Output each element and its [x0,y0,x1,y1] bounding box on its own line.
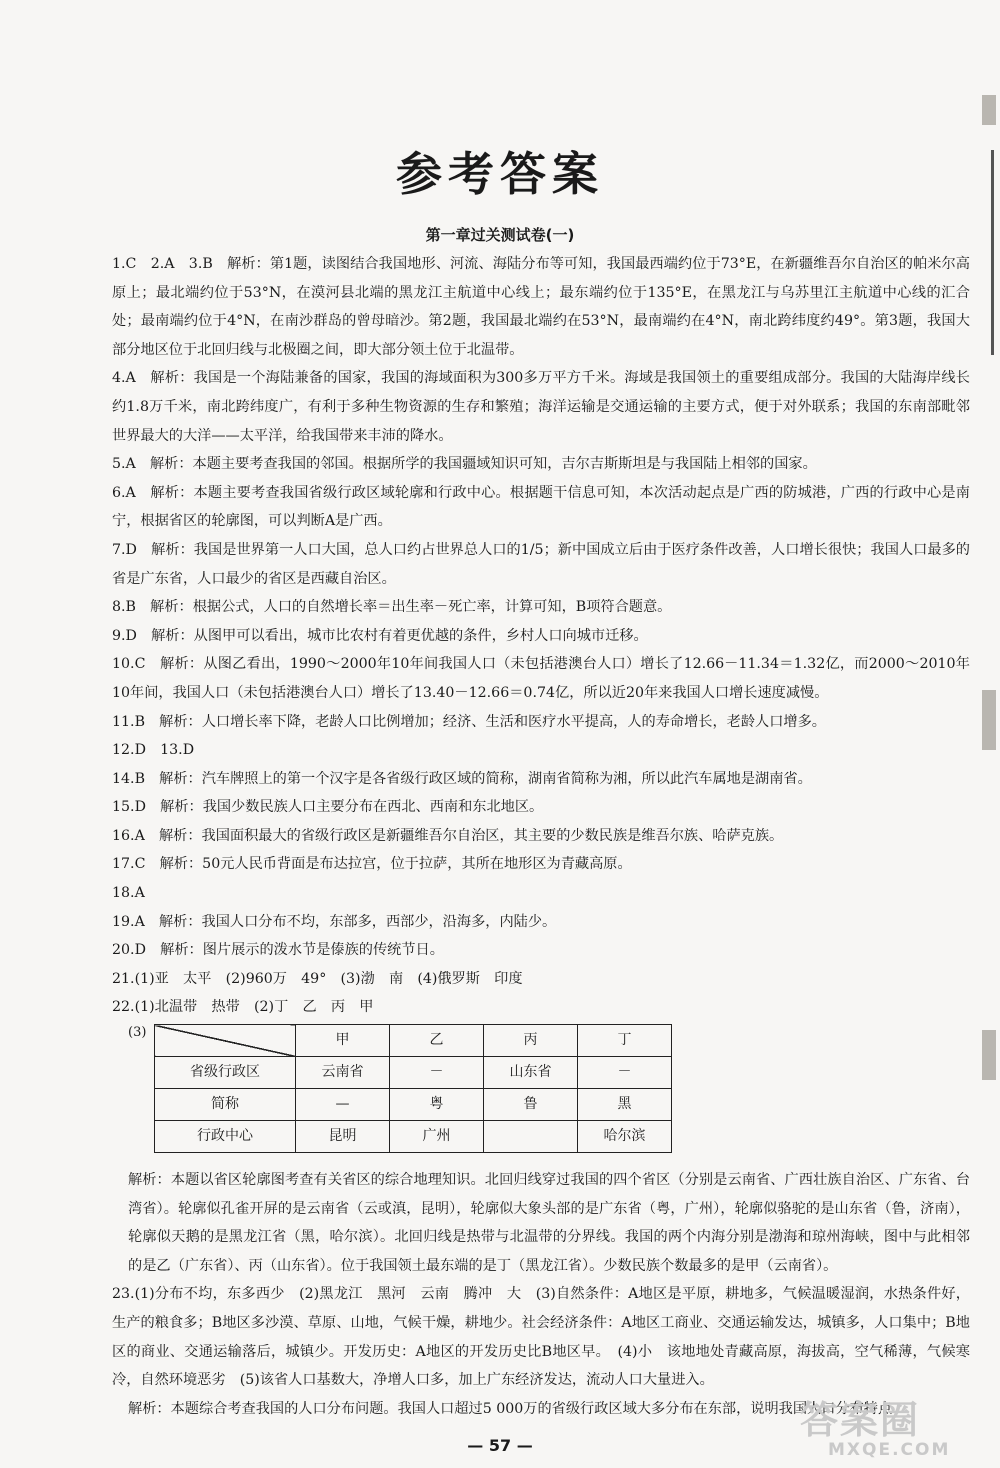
table-cell: 广州 [390,1121,484,1153]
table-row [155,1089,672,1121]
answer-paragraph: 16.A 解析：我国面积最大的省级行政区是新疆维吾尔自治区，其主要的少数民族是维吾尔族、哈萨克族。 [112,827,784,844]
answer-table-block [112,1024,970,1160]
answer-paragraph: 1.C 2.A 3.B 解析：第1题，读图结合我国地形、河流、海陆分布等可知，我国最西端约位于73°E，在新疆维吾尔自治区的帕米尔高原上；最北端约位于53°N，在漠河县北端的黑龙江主航道中心线上；最东端约位于135°E，在黑龙江与乌苏里江主航道中心线的汇合处；最南端约位于4°N，在南沙群岛的曾母暗沙。第2题，我国最北端约在53°N，最南端约在4°N，南北跨纬度约49°。第3题，我国大部分地区位于北回归线与北极圈之间，即大部分领土位于北温带。 [112,256,970,358]
table-column-header: 丁 [578,1025,672,1057]
answer-paragraph: 21.(1)亚 太平 (2)960万 49° (3)渤 南 (4)俄罗斯 印度 [112,970,523,987]
page-edge-line [991,150,994,355]
watermark-logo [800,1400,990,1464]
table-row-header: 省级行政区 [155,1057,296,1089]
answer-paragraph: 23.(1)分布不均，东多西少 (2)黑龙江 黑河 云南 腾冲 大 (3)自然条件：A地区是平原，耕地多，气候温暖湿润，水热条件好，生产的粮食多；B地区多沙漠、草原、山地，气候干燥，耕地少。社会经济条件：A地区工商业、交通运输发达，城镇多，人口集中；B地区的商业、交通运输落后，城镇少。开发历史：A地区的开发历史比B地区早。 (4)小 该地地处青藏高原，海拔高，空气稀薄，气候寒冷，自然环境恶劣 (5)该省人口基数大，净增人口多，加上广东经济发达，流动人口大量进入。 [112,1286,970,1389]
answer-paragraph: 7.D 解析：我国是世界第一人口大国，总人口约占世界总人口的1/5；新中国成立后由于医疗条件改善，人口增长很快；我国人口最多的省是广东省，人口最少的省区是西藏自治区。 [112,541,970,587]
answer-paragraph: 解析：本题以省区轮廓图考查有关省区的综合地理知识。北回归线穿过我国的四个省区（分别是云南省、广西壮族自治区、广东省、台湾省）。轮廓似孔雀开屏的是云南省（云或滇，昆明），轮廓似大象头部的是广东省（粤，广州），轮廓似骆驼的是山东省（鲁，济南），轮廓似天鹅的是黑龙江省（黑，哈尔滨）。北回归线是热带与北温带的分界线。我国的两个内海分别是渤海和琼州海峡，图中与此相邻的是乙（广东省）、丙（山东省）。位于我国领土最东端的是丁（黑龙江省）。少数民族个数最多的是甲（云南省）。 [128,1172,970,1274]
table-cell: 山东省 [484,1057,578,1089]
watermark-text: 答案圈 [800,1398,921,1442]
table-cell [484,1121,578,1153]
table-cell: － [578,1057,672,1089]
answer-table [154,1024,672,1153]
answer-paragraph: 15.D 解析：我国少数民族人口主要分布在西北、西南和东北地区。 [112,799,544,816]
table-cell: 鲁 [484,1089,578,1121]
answer-paragraph: 11.B 解析：人口增长率下降，老龄人口比例增加；经济、生活和医疗水平提高，人的寿命增长，老龄人口增多。 [112,713,826,730]
page-edge-mark [982,690,996,750]
table-column-header: 乙 [390,1025,484,1057]
table-row [155,1057,672,1089]
watermark-url: MXQE.COM [828,1440,951,1460]
page-edge-mark [982,95,996,125]
table-cell: — [296,1089,390,1121]
table-cell: 昆明 [296,1121,390,1153]
answer-paragraph: 10.C 解析：从图乙看出，1990～2000年10年间我国人口（未包括港澳台人口）增长了12.66－11.34＝1.32亿，而2000～2010年10年间，我国人口（未包括港澳台人口）增长了13.40－12.66＝0.74亿，所以近20年来我国人口增长速度减慢。 [112,656,970,701]
answers-list [112,250,970,1022]
answer-paragraph: 18.A [112,885,145,902]
table-column-header: 丙 [484,1025,578,1057]
answer-paragraph: 14.B 解析：汽车牌照上的第一个汉字是各省级行政区域的简称，湖南省简称为湘，所以此汽车属地是湖南省。 [112,770,812,787]
answer-paragraph: 6.A 解析：本题主要考查我国省级行政区域轮廓和行政中心。根据题干信息可知，本次活动起点是广西的防城港，广西的行政中心是南宁，根据省区的轮廓图，可以判断A是广西。 [112,484,970,530]
table-cell: 粤 [390,1089,484,1121]
answer-content [112,250,970,1423]
answer-paragraph: 19.A 解析：我国人口分布不均，东部多，西部少，沿海多，内陆少。 [112,913,557,930]
table-column-header: 甲 [296,1025,390,1057]
table-cell: 云南省 [296,1057,390,1089]
table-header-row [155,1025,672,1057]
answer-paragraph: 4.A 解析：我国是一个海陆兼备的国家，我国的海域面积为300多万平方千米。海域是我国领土的重要组成部分。我国的大陆海岸线长约1.8万千米，南北跨纬度广，有利于多种生物资源的生存和繁殖；海洋运输是交通运输的主要方式，便于对外联系；我国的东南部毗邻世界最大的大洋——太平洋，给我国带来丰沛的降水。 [112,370,970,444]
answer-paragraph: 5.A 解析：本题主要考查我国的邻国。根据所学的我国疆域知识可知，吉尔吉斯斯坦是与我国陆上相邻的国家。 [112,456,817,473]
answer-paragraph: 12.D 13.D [112,742,195,759]
table-cell: 黑 [578,1089,672,1121]
table-cell: 哈尔滨 [578,1121,672,1153]
table-number: (3) [128,1025,147,1041]
answer-paragraph: 9.D 解析：从图甲可以看出，城市比农村有着更优越的条件，乡村人口向城市迁移。 [112,627,648,644]
table-row [155,1121,672,1153]
table-row-header: 简称 [155,1089,296,1121]
answer-paragraph: 8.B 解析：根据公式，人口的自然增长率＝出生率－死亡率，计算可知，B项符合题意。 [112,599,672,616]
answer-paragraph: 22.(1)北温带 热带 (2)丁 乙 丙 甲 [112,999,374,1016]
page-edge-mark [982,1030,996,1080]
table-cell: － [390,1057,484,1089]
page-title: 参考答案 [396,147,604,201]
answer-paragraph: 17.C 解析：50元人民币背面是布达拉宫，位于拉萨，其所在地形区为青藏高原。 [112,856,632,873]
answer-paragraph: 20.D 解析：图片展示的泼水节是傣族的传统节日。 [112,942,444,959]
section-title: 第一章过关测试卷(一) [425,226,575,244]
answer-paragraph: 解析：本题综合考查我国的人口分布问题。我国人口超过5 000万的省级行政区域大多分布在东部，说明我国人口分布特点 [128,1400,893,1417]
table-corner-diagonal [155,1025,296,1057]
page-number: — 57 — [467,1436,533,1455]
table-row-header: 行政中心 [155,1121,296,1153]
answers-list-continued [112,1166,970,1423]
